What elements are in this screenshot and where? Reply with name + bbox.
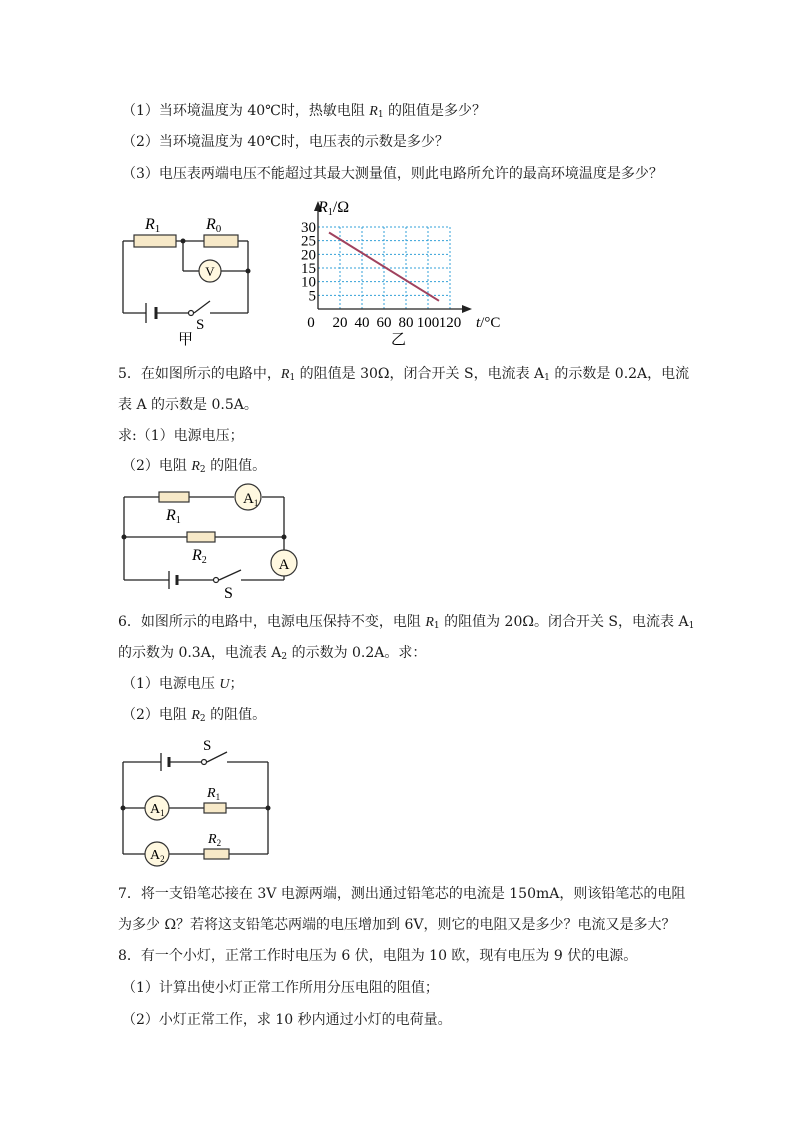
x-tick-label: 100 xyxy=(416,315,440,331)
q5-line4-subscript: 2 xyxy=(199,465,206,475)
chart-ylabel: R1/Ω xyxy=(318,199,350,218)
ammeter-a1-label: $A_1$ xyxy=(243,491,259,508)
q6-line2-a-subscript: 2 xyxy=(281,652,288,662)
q4-sub1-subscript: 1 xyxy=(377,110,384,120)
switch-contact xyxy=(214,578,219,583)
q6-line1-subscript: 1 xyxy=(433,621,440,631)
x-tick-label: 0 xyxy=(307,315,315,331)
fig-jia-caption: 甲 xyxy=(178,332,194,348)
q5-line1-pre: 5．在如图所示的电路中， xyxy=(118,366,281,382)
q6-line3-var: U xyxy=(219,677,230,692)
q5-line1-var: R xyxy=(280,367,290,382)
q5-line1-post2: 的示数是 0.2A，电流 xyxy=(549,366,690,382)
x-tick-label: 40 xyxy=(354,315,370,331)
q5-line1-post: 的阻值是 30Ω，闭合开关 S，电流表 A xyxy=(295,366,545,382)
q6-line4-pre: （2）电阻 xyxy=(122,707,192,723)
resistor-r2 xyxy=(187,532,215,542)
resistor-r1 xyxy=(159,492,189,502)
x-tick-label: 20 xyxy=(332,315,348,331)
r0-label: R0 xyxy=(206,216,222,235)
switch-contact xyxy=(189,311,194,316)
voltmeter-label: V xyxy=(205,264,215,279)
q5-line4-pre: （2）电阻 xyxy=(122,458,192,474)
switch-contact xyxy=(202,760,207,765)
q6-line2 xyxy=(118,643,426,667)
switch-label: S xyxy=(196,317,205,333)
ammeter-a-label: A xyxy=(278,557,290,573)
q8-line1: 8．有一个小灯，正常工作时电压为 6 伏，电阻为 10 欧，现有电压为 9 伏的电源。 xyxy=(118,948,638,964)
q6-line1-post: 的阻值为 20Ω。闭合开关 S，电流表 A xyxy=(439,614,689,630)
r1-label: R1 xyxy=(166,507,181,526)
q6-line4-var: R xyxy=(191,708,200,723)
q6-circuit xyxy=(115,735,280,865)
q6-line4 xyxy=(122,705,266,729)
y-tick-label: 5 xyxy=(308,288,316,305)
switch-label: S xyxy=(224,585,233,602)
resistor-r1 xyxy=(134,235,176,247)
x-tick-label: 80 xyxy=(398,315,414,331)
q6-line2-pre: 的示数为 0.3A，电流表 A xyxy=(118,645,282,661)
q6-line1-var: R xyxy=(425,615,434,630)
resistor-r0 xyxy=(204,235,238,247)
x-axis-arrow xyxy=(462,305,472,313)
q5-line4 xyxy=(122,456,266,480)
y-tick-label: 15 xyxy=(301,261,316,277)
q6-line1 xyxy=(118,612,694,636)
q4-sub1-post: 的阻值是多少？ xyxy=(383,103,487,119)
q5-line4-post: 的阻值。 xyxy=(205,458,267,474)
q5-line4-var: R xyxy=(191,459,200,474)
x-tick-label: 120 xyxy=(438,315,462,331)
r2-label: R2 xyxy=(192,547,207,566)
q8-line3: （2）小灯正常工作，求 10 秒内通过小灯的电荷量。 xyxy=(122,1012,452,1028)
r1-label: R1 xyxy=(145,216,161,235)
y-tick-label: 25 xyxy=(301,233,316,250)
q5-line1-a-subscript: 1 xyxy=(544,373,550,383)
q6-line1-pre: 6．如图所示的电路中，电源电压保持不变，电阻 xyxy=(118,614,426,630)
q8-line2: （1）计算出使小灯正常工作所用分压电阻的阻值； xyxy=(122,980,439,996)
switch-label: S xyxy=(203,738,212,754)
ammeter-a1-label: $A_1$ xyxy=(150,802,165,818)
q4-chart-yi xyxy=(290,192,510,352)
series-line-r1 xyxy=(329,232,439,300)
chart-xlabel: t/°C xyxy=(476,315,501,331)
q5-line2: 表 A 的示数是 0.5A。 xyxy=(118,397,258,413)
q4-sub1-var: R xyxy=(369,104,378,119)
q6-line1-a-subscript: 1 xyxy=(688,621,695,631)
q4-sub2: （2）当环境温度为 40℃时，电压表的示数是多少？ xyxy=(122,134,449,150)
q4-circuit-jia xyxy=(110,200,270,350)
q6-line4-subscript: 2 xyxy=(199,714,206,724)
y-tick-label: 20 xyxy=(301,247,316,264)
q5-circuit xyxy=(115,480,315,605)
r2-label: $R_2$ xyxy=(208,832,222,848)
q4-sub1-pre: （1）当环境温度为 40℃时，热敏电阻 xyxy=(122,103,370,119)
q5-line1 xyxy=(118,364,689,388)
q7-line2: 为多少 Ω？若将这支铅笔芯两端的电压增加到 6V，则它的电阻又是多少？电流又是多大？ xyxy=(118,917,676,933)
q6-line3 xyxy=(122,674,243,695)
q6-line3-pre: （1）电源电压 xyxy=(122,676,220,692)
y-tick-label: 10 xyxy=(301,274,316,291)
y-tick-label: 30 xyxy=(301,220,316,236)
q5-line1-subscript: 1 xyxy=(289,373,296,383)
q6-line2-post: 的示数为 0.2A。求： xyxy=(287,645,427,661)
resistor-r2 xyxy=(204,849,229,859)
q7-line1: 7．将一支铅笔芯接在 3V 电源两端，测出通过铅笔芯的电流是 150mA，则该铅笔芯的电阻 xyxy=(118,886,686,902)
resistor-r1 xyxy=(204,803,226,813)
q6-line3-post: ； xyxy=(229,676,244,692)
q5-line3: 求:（1）电源电压； xyxy=(118,428,244,444)
ammeter-a2-label: $A_2$ xyxy=(150,848,165,864)
r1-label: $R_1$ xyxy=(207,786,221,802)
q4-sub1 xyxy=(122,101,486,125)
q6-line4-post: 的阻值。 xyxy=(205,707,267,723)
x-tick-label: 60 xyxy=(376,315,392,331)
q4-sub3: （3）电压表两端电压不能超过其最大测量值，则此电路所允许的最高环境温度是多少？ xyxy=(122,166,663,182)
fig-yi-caption: 乙 xyxy=(391,332,407,348)
